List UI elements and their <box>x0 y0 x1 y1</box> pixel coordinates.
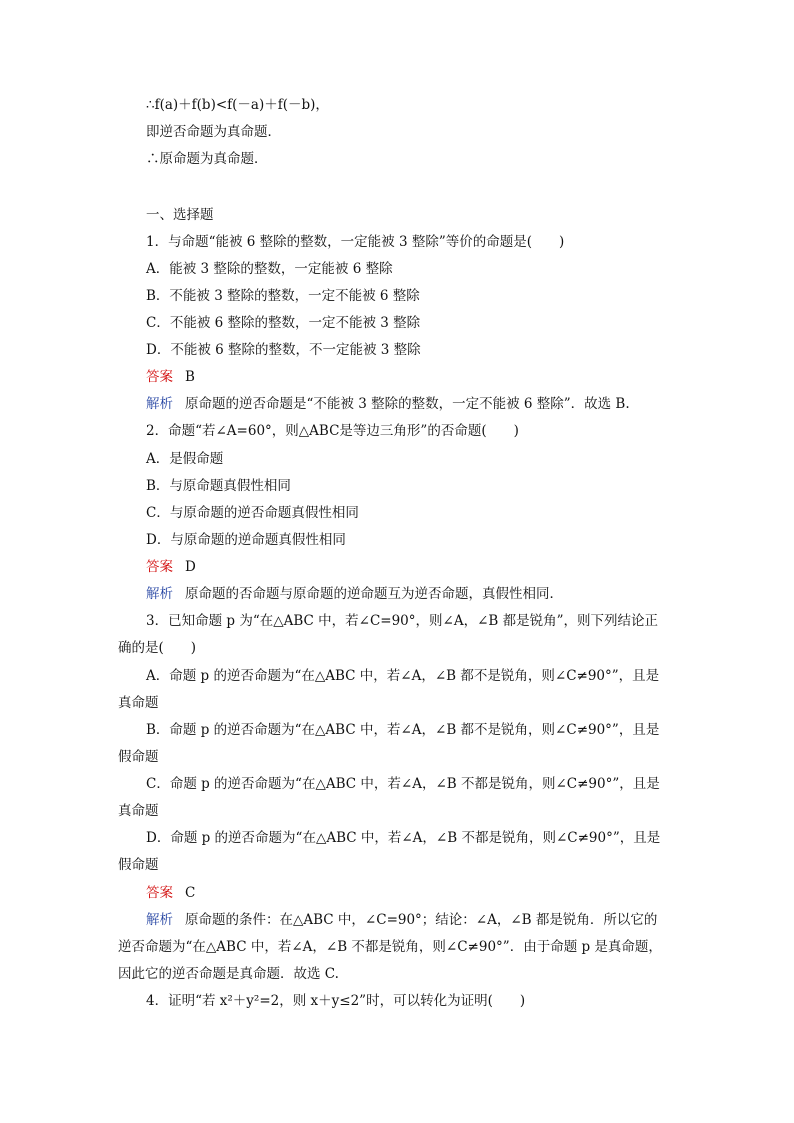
explanation-label: 解析 <box>146 912 173 928</box>
answer-value: D <box>185 559 196 575</box>
q3-option-c-line-2: 真命题 <box>118 803 159 819</box>
q3-option-d-line-2: 假命题 <box>118 857 159 873</box>
q2-option-b: B．与原命题真假性相同 <box>146 478 291 494</box>
q2-stem: 2．命题“若∠A=60°，则△ABC是等边三角形”的否命题( ) <box>146 423 519 439</box>
q3-explanation-line-2: 逆否命题为“在△ABC 中，若∠A，∠B 不都是锐角，则∠C≠90°”．由于命题 p 是真命题， <box>118 939 662 955</box>
q3-option-b-line-1: B．命题 p 的逆否命题为“在△ABC 中，若∠A，∠B 都不是锐角，则∠C≠90°”，且是 <box>146 722 660 738</box>
top-line-2: 即逆否命题为真命题． <box>146 124 281 140</box>
q1-option-b: B．不能被 3 整除的整数，一定不能被 6 整除 <box>146 288 420 304</box>
q3-answer <box>146 884 195 902</box>
q4-stem: 4．证明“若 x²＋y²=2，则 x＋y≤2”时，可以转化为证明( ) <box>146 993 526 1009</box>
answer-label: 答案 <box>146 885 173 901</box>
q3-option-b-line-2: 假命题 <box>118 749 159 765</box>
q3-option-a-line-2: 真命题 <box>118 695 159 711</box>
q3-option-c-line-1: C．命题 p 的逆否命题为“在△ABC 中，若∠A，∠B 不都是锐角，则∠C≠90°”，且是 <box>146 776 660 792</box>
q3-option-d-line-1: D．命题 p 的逆否命题为“在△ABC 中，若∠A，∠B 不都是锐角，则∠C≠90°”，且是 <box>146 830 661 846</box>
q3-stem-line-1: 3．已知命题 p 为“在△ABC 中，若∠C=90°，则∠A，∠B 都是锐角”，则下列结论正 <box>146 613 659 629</box>
q2-explanation <box>146 585 563 603</box>
q2-option-c: C．与原命题的逆否命题真假性相同 <box>146 505 359 521</box>
explanation-label: 解析 <box>146 586 173 602</box>
q2-option-a: A．是假命题 <box>146 451 224 467</box>
answer-value: B <box>185 369 195 385</box>
q1-option-a: A．能被 3 整除的整数，一定能被 6 整除 <box>146 261 393 277</box>
q2-answer <box>146 558 196 576</box>
answer-value: C <box>185 885 196 901</box>
section-title: 一、选择题 <box>146 207 214 223</box>
q1-explanation <box>146 395 630 413</box>
answer-label: 答案 <box>146 369 173 385</box>
q3-option-a-line-1: A．命题 p 的逆否命题为“在△ABC 中，若∠A，∠B 都不是锐角，则∠C≠90°”，且是 <box>146 668 660 684</box>
q1-option-d: D．不能被 6 整除的整数，不一定能被 3 整除 <box>146 342 421 358</box>
q1-answer <box>146 368 195 386</box>
top-line-3: ∴原命题为真命题． <box>146 151 268 167</box>
answer-label: 答案 <box>146 559 173 575</box>
q3-explanation-line-3: 因此它的逆否命题是真命题．故选 C. <box>118 966 339 982</box>
explanation-label: 解析 <box>146 396 173 412</box>
top-line-1: ∴f(a)＋f(b)<f(－a)＋f(－b)， <box>146 97 329 113</box>
q3-stem-line-2: 确的是( ) <box>118 640 197 656</box>
q1-option-c: C．不能被 6 整除的整数，一定不能被 3 整除 <box>146 315 421 331</box>
explanation-text: 原命题的否命题与原命题的逆命题互为逆否命题，真假性相同． <box>185 586 563 602</box>
q1-stem: 1．与命题“能被 6 整除的整数，一定能被 3 整除”等价的命题是( ) <box>146 234 565 250</box>
explanation-text: 原命题的条件：在△ABC 中，∠C=90°；结论：∠A，∠B 都是锐角．所以它的 <box>185 912 658 928</box>
explanation-text: 原命题的逆否命题是“不能被 3 整除的整数，一定不能被 6 整除”．故选 B. <box>185 396 630 412</box>
q3-explanation-line-1 <box>146 911 657 929</box>
q2-option-d: D．与原命题的逆命题真假性相同 <box>146 532 346 548</box>
